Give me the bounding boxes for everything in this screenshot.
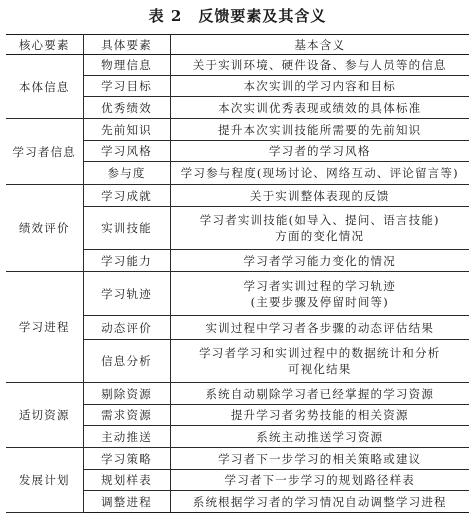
core-element-cell: 绩效评价 [6, 185, 83, 272]
specific-element-cell: 需求资源 [83, 405, 170, 426]
meaning-cell: 系统自动剔除学习者已经掌握的学习资源 [170, 383, 469, 405]
specific-element-cell: 主动推送 [83, 426, 170, 448]
meaning-cell [170, 340, 469, 383]
meaning-cell: 实训过程中学习者各步骤的动态评估结果 [170, 316, 469, 340]
core-element-cell: 学习者信息 [6, 119, 83, 185]
core-element-cell: 发展计划 [6, 448, 83, 513]
table-header-row [6, 35, 469, 55]
specific-element-cell: 学习策略 [83, 448, 170, 470]
specific-element-cell: 物理信息 [83, 55, 170, 76]
table-row [6, 272, 469, 316]
specific-element-cell: 学习目标 [83, 76, 170, 97]
meaning-cell: 关于实训环境、硬件设备、参与人员等的信息 [170, 55, 469, 76]
specific-element-cell: 信息分析 [83, 340, 170, 383]
header-core-element: 核心要素 [6, 35, 83, 55]
meaning-cell: 本次实训优秀表现或绩效的具体标准 [170, 97, 469, 119]
specific-element-cell: 实训技能 [83, 207, 170, 250]
specific-element-cell: 学习能力 [83, 250, 170, 272]
meaning-cell [170, 207, 469, 250]
meaning-cell: 提升学习者劣势技能的相关资源 [170, 405, 469, 426]
specific-element-cell: 剔除资源 [83, 383, 170, 405]
table-row [6, 448, 469, 470]
meaning-cell [170, 272, 469, 316]
core-element-cell: 适切资源 [6, 383, 83, 448]
specific-element-cell: 规划样表 [83, 470, 170, 491]
specific-element-cell: 参与度 [83, 162, 170, 185]
table-row [6, 119, 469, 141]
header-specific-element: 具体要素 [83, 35, 170, 55]
meaning-cell: 学习者学习能力变化的情况 [170, 250, 469, 272]
specific-element-cell: 调整进程 [83, 491, 170, 513]
meaning-line: 学习者实训过程的学习轨迹 [243, 278, 396, 293]
core-element-cell: 学习进程 [6, 272, 83, 383]
specific-element-cell: 学习成就 [83, 185, 170, 207]
core-element-cell: 本体信息 [6, 55, 83, 119]
meaning-cell: 系统主动推送学习资源 [170, 426, 469, 448]
meaning-line: 可视化结果 [288, 362, 352, 376]
meaning-cell: 关于实训整体表现的反馈 [170, 185, 469, 207]
specific-element-cell: 动态评价 [83, 316, 170, 340]
meaning-cell: 系统根据学习者的学习情况自动调整学习进程 [170, 491, 469, 513]
meaning-cell: 学习参与程度(现场讨论、网络互动、评论留言等) [170, 162, 469, 185]
specific-element-cell: 学习风格 [83, 141, 170, 162]
meaning-cell: 提升本次实训技能所需要的先前知识 [170, 119, 469, 141]
meaning-line: (主要步骤及停留时间等) [250, 294, 389, 309]
table-row [6, 383, 469, 405]
table-caption: 表 2 反馈要素及其含义 [148, 7, 327, 25]
table-row [6, 185, 469, 207]
meaning-cell: 学习者的学习风格 [170, 141, 469, 162]
specific-element-cell: 先前知识 [83, 119, 170, 141]
meaning-line: 学习者实训技能(如导入、提问、语言技能) [199, 213, 440, 227]
specific-element-cell: 学习轨迹 [83, 272, 170, 316]
table-row [6, 55, 469, 76]
meaning-line: 学习者学习和实训过程中的数据统计和分析 [199, 346, 441, 360]
meaning-cell: 学习者下一步学习的规划路径样表 [170, 470, 469, 491]
feedback-elements-table [6, 34, 469, 513]
meaning-cell: 学习者下一步学习的相关策略或建议 [170, 448, 469, 470]
meaning-cell: 本次实训的学习内容和目标 [170, 76, 469, 97]
specific-element-cell: 优秀绩效 [83, 97, 170, 119]
header-basic-meaning: 基本含义 [170, 35, 469, 55]
meaning-line: 方面的变化情况 [275, 229, 365, 243]
